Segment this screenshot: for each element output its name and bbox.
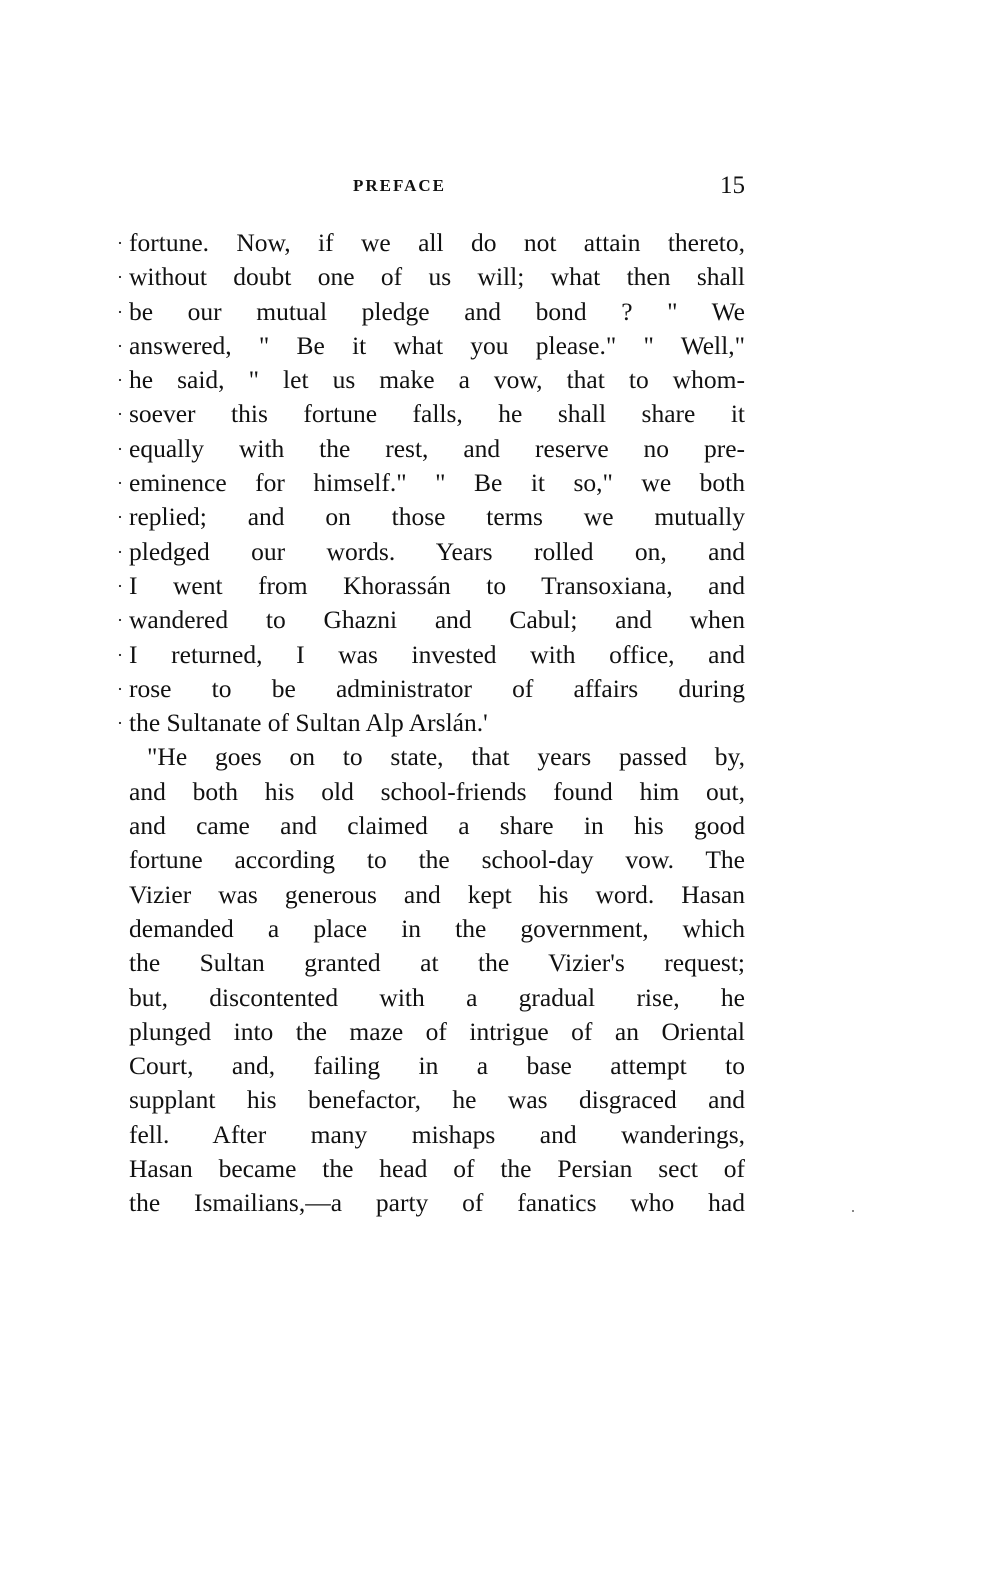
margin-dot: · bbox=[117, 644, 123, 665]
text-line: · he said, " let us make a vow, that to whom- bbox=[129, 363, 745, 397]
margin-dot: · bbox=[117, 575, 123, 596]
text-line: fell. After many mishaps and wanderings, bbox=[129, 1119, 745, 1149]
text-line: Court, and, failing in a base attempt to bbox=[129, 1051, 745, 1081]
margin-dot: · bbox=[117, 507, 123, 528]
margin-dot: · bbox=[117, 438, 123, 459]
margin-dot: · bbox=[117, 267, 123, 288]
text-line: fortune according to the school-day vow. The bbox=[129, 845, 745, 875]
text-line: but, discontented with a gradual rise, he bbox=[129, 982, 745, 1012]
margin-dot: · bbox=[117, 678, 123, 699]
margin-dot: · bbox=[117, 610, 123, 631]
text-line: · pledged our words. Years rolled on, and bbox=[129, 535, 745, 569]
text-line: the Sultan granted at the Vizier's request; bbox=[129, 948, 745, 978]
margin-dot: · bbox=[117, 473, 123, 494]
text-line: · fortune. Now, if we all do not attain thereto, bbox=[129, 226, 745, 260]
running-title: PREFACE bbox=[353, 176, 447, 195]
text-line: · soever this fortune falls, he shall share it bbox=[129, 397, 745, 431]
text-line: · be our mutual pledge and bond ? " We bbox=[129, 295, 745, 329]
text-line: · without doubt one of us will; what then shall bbox=[129, 260, 745, 294]
text-line: · replied; and on those terms we mutually bbox=[129, 500, 745, 534]
text-line: and both his old school-friends found him out, bbox=[129, 776, 745, 806]
text-line: · wandered to Ghazni and Cabul; and when bbox=[129, 603, 745, 637]
margin-dot: · bbox=[117, 335, 123, 356]
text-line: supplant his benefactor, he was disgraced and bbox=[129, 1085, 745, 1115]
margin-dot: · bbox=[117, 233, 123, 253]
text-line: and came and claimed a share in his good bbox=[129, 811, 745, 841]
text-line: · eminence for himself." " Be it so," we both bbox=[129, 466, 745, 500]
scan-speck bbox=[852, 1210, 854, 1212]
text-line: · rose to be administrator of affairs during bbox=[129, 672, 745, 706]
text-line: · answered, " Be it what you please." " Well," bbox=[129, 329, 745, 363]
text-line: · I went from Khorassán to Transoxiana, and bbox=[129, 569, 745, 603]
text-line: Hasan became the head of the Persian sect of bbox=[129, 1154, 745, 1184]
text-line: plunged into the maze of intrigue of an Oriental bbox=[129, 1016, 745, 1046]
text-line: the Ismailians,—a party of fanatics who had bbox=[129, 1188, 745, 1218]
text-line: · the Sultanate of Sultan Alp Arslán.' bbox=[129, 706, 745, 740]
text-line: demanded a place in the government, which bbox=[129, 913, 745, 943]
text-line: · equally with the rest, and reserve no pre- bbox=[129, 432, 745, 466]
text-line: "He goes on to state, that years passed by, bbox=[147, 742, 745, 772]
margin-dot: · bbox=[117, 713, 123, 734]
running-head bbox=[129, 172, 745, 206]
body-text bbox=[117, 226, 745, 1221]
text-line: Vizier was generous and kept his word. Hasan bbox=[129, 879, 745, 909]
margin-dot: · bbox=[117, 404, 123, 425]
margin-dot: · bbox=[117, 541, 123, 562]
margin-dot: · bbox=[117, 301, 123, 322]
page-number: 15 bbox=[720, 172, 745, 199]
margin-dot: · bbox=[117, 370, 123, 391]
text-line: · I returned, I was invested with office, and bbox=[129, 638, 745, 672]
